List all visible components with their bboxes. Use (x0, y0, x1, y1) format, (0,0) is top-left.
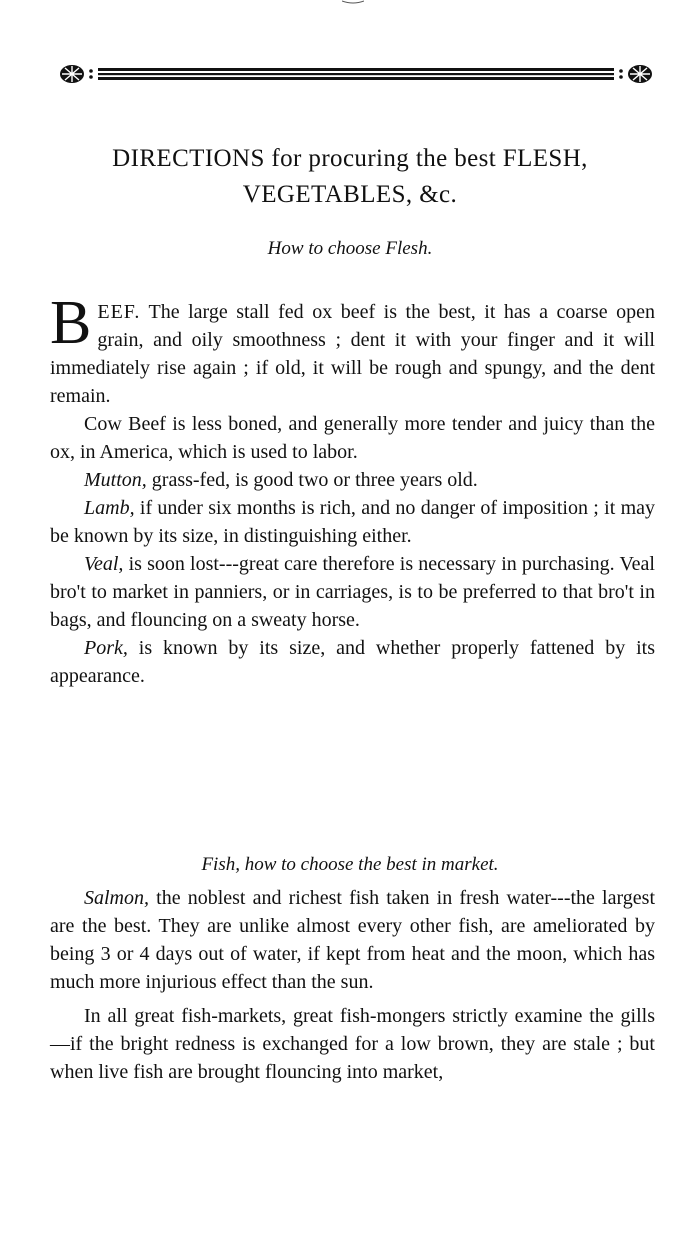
paragraph-mutton (50, 466, 655, 494)
paragraph-veal (50, 550, 655, 634)
rosette-left-icon (60, 65, 84, 83)
pork-term: Pork, (84, 637, 128, 659)
beef-capword: EEF. (97, 301, 141, 323)
ornamental-rule (58, 62, 654, 86)
veal-text: is soon lost---great care therefore is necessary in purchasing. Veal bro't to market in panniers, or in carriages, is to be preferred to that bro't in bags, and flouncing on a sweaty horse. (50, 553, 655, 631)
rosette-right-icon (628, 65, 652, 83)
paragraph-fish-markets (50, 1002, 655, 1086)
dropcap-letter: B (50, 289, 92, 357)
lamb-term: Lamb, (84, 497, 135, 519)
page-top-mark (342, 0, 364, 4)
paragraph-cow-beef (50, 410, 655, 466)
mutton-text: grass-fed, is good two or three years old. (146, 469, 478, 491)
paragraph-pork (50, 634, 655, 690)
flesh-section (50, 289, 655, 690)
veal-term: Veal, (84, 553, 124, 575)
paragraph-beef (50, 289, 655, 410)
paragraph-lamb (50, 494, 655, 550)
salmon-text: the noblest and richest fish taken in fresh water---the largest are the best. They are unlike almost every other fish, are ameliorated by being 3 or 4 days out of water, if kept from heat and the moon, which has much more injurious effect than the sun. (50, 887, 655, 993)
beef-text: The large stall fed ox beef is the best, it has a coarse open grain, and oily smoothness ; dent it with your finger and it will immediately rise again ; if old, it will be rough and spungy, and the dent remain. (50, 301, 655, 407)
pork-text: is known by its size, and whether properly fattened by its appearance. (50, 637, 655, 687)
markets-text: In all great fish-markets, great fish-mongers strictly examine the gills—if the bright redness is exchanged for a low brown, they are stale ; but when live fish are brought flouncing into market, (50, 1005, 655, 1083)
mutton-term: Mutton, (84, 469, 147, 491)
chapter-heading-line1: DIRECTIONS for procuring the best FLESH, (112, 145, 588, 172)
paragraph-salmon (50, 884, 655, 996)
chapter-heading-line2: VEGETABLES, &c. (242, 181, 458, 208)
subhead-fish: Fish, how to choose the best in market. (201, 854, 499, 875)
fish-section (50, 884, 655, 1086)
lamb-text: if under six months is rich, and no danger of imposition ; it may be known by its size, in distinguishing either. (50, 497, 655, 547)
subhead-flesh: How to choose Flesh. (267, 238, 433, 259)
salmon-term: Salmon, (84, 887, 149, 909)
cow-text: Cow Beef is less boned, and generally more tender and juicy than the ox, in America, which is used to labor. (50, 413, 655, 463)
